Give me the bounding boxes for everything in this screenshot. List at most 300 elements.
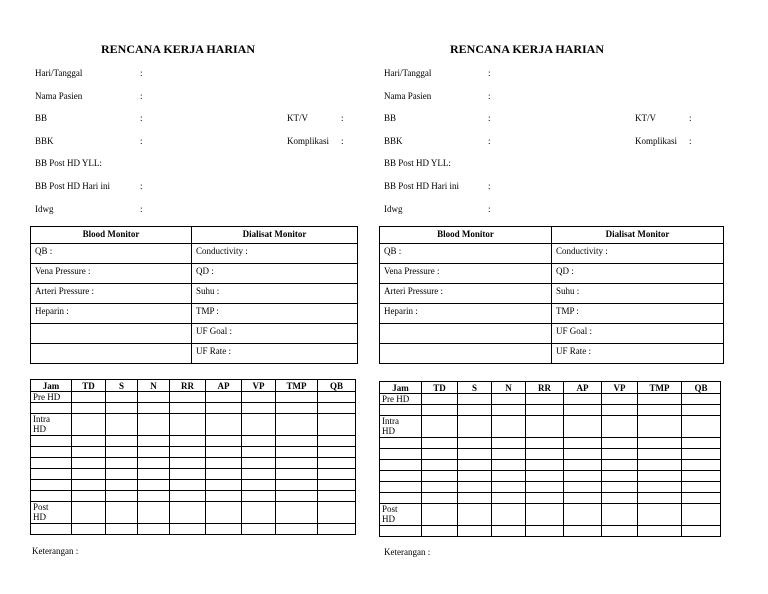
monitor-cell-empty <box>380 324 552 344</box>
table-cell <box>242 392 276 403</box>
table-cell <box>72 524 106 535</box>
table-cell <box>458 493 492 504</box>
table-cell <box>170 458 206 469</box>
label-idwg: Idwg <box>384 204 403 214</box>
table-row <box>31 524 356 535</box>
table-cell <box>422 449 458 460</box>
table-cell <box>72 392 106 403</box>
colon: : <box>341 136 344 146</box>
monitor-cell-empty <box>31 344 192 364</box>
table-row <box>380 416 721 438</box>
table-cell <box>138 502 170 524</box>
keterangan-label: Keterangan : <box>384 547 431 557</box>
table-cell <box>31 392 72 403</box>
colon: : <box>140 204 143 214</box>
table-cell <box>458 449 492 460</box>
table-cell <box>526 416 564 438</box>
table-cell <box>526 405 564 416</box>
colon: : <box>341 113 344 123</box>
table-cell <box>242 447 276 458</box>
table-cell <box>526 493 564 504</box>
table-cell <box>602 416 638 438</box>
table-cell <box>422 394 458 405</box>
table-row <box>31 414 356 436</box>
table-cell <box>138 458 170 469</box>
table-cell <box>170 524 206 535</box>
row-label: Pre HD <box>382 394 410 404</box>
table-cell <box>31 502 72 524</box>
column-header-jam: Jam <box>31 380 72 392</box>
table-cell <box>276 392 318 403</box>
row-label: Post <box>382 504 398 514</box>
table-row <box>380 482 721 493</box>
table-cell <box>170 392 206 403</box>
label-idwg: Idwg <box>35 204 54 214</box>
table-cell <box>206 414 242 436</box>
table-cell <box>380 460 422 471</box>
table-cell <box>526 438 564 449</box>
monitor-cell-vena-pressure: Vena Pressure : <box>380 264 552 284</box>
table-cell <box>276 414 318 436</box>
table-cell <box>72 436 106 447</box>
colon: : <box>488 136 491 146</box>
table-cell <box>106 392 138 403</box>
column-header-rr: RR <box>170 380 206 392</box>
table-cell <box>492 449 526 460</box>
table-cell <box>72 447 106 458</box>
monitor-cell-uf-goal: UF Goal : <box>552 324 724 344</box>
table-cell <box>638 438 682 449</box>
table-cell <box>206 447 242 458</box>
table-cell <box>458 438 492 449</box>
row-label: Intra <box>382 416 399 426</box>
table-cell <box>422 471 458 482</box>
table-cell <box>380 416 422 438</box>
table-cell <box>276 502 318 524</box>
table-cell <box>682 449 721 460</box>
table-cell <box>602 438 638 449</box>
table-cell <box>276 469 318 480</box>
table-cell <box>458 416 492 438</box>
table-row <box>31 502 356 524</box>
table-cell <box>638 482 682 493</box>
row-label: Post <box>33 502 49 512</box>
table-cell <box>242 414 276 436</box>
table-cell <box>206 480 242 491</box>
column-header-n: N <box>492 382 526 394</box>
table-cell <box>106 403 138 414</box>
table-cell <box>564 438 602 449</box>
table-cell <box>492 493 526 504</box>
table-cell <box>72 403 106 414</box>
table-cell <box>138 436 170 447</box>
colon: : <box>488 113 491 123</box>
table-cell <box>492 438 526 449</box>
table-cell <box>458 471 492 482</box>
table-cell <box>31 491 72 502</box>
table-cell <box>242 436 276 447</box>
label-bb: BB <box>35 113 48 123</box>
table-row <box>31 469 356 480</box>
row-label: HD <box>33 424 46 434</box>
column-header-tmp: TMP <box>638 382 682 394</box>
table-cell <box>380 493 422 504</box>
table-cell <box>602 526 638 537</box>
table-cell <box>138 480 170 491</box>
table-cell <box>458 504 492 526</box>
table-cell <box>422 460 458 471</box>
table-cell <box>526 460 564 471</box>
table-cell <box>138 447 170 458</box>
table-cell <box>318 491 356 502</box>
monitor-cell-suhu: Suhu : <box>552 284 724 304</box>
colon: : <box>488 68 491 78</box>
table-cell <box>422 504 458 526</box>
label-bb-post-hd-yll: BB Post HD YLL: <box>35 158 102 168</box>
label-nama-pasien: Nama Pasien <box>35 91 83 101</box>
table-cell <box>318 436 356 447</box>
label-hari-tanggal: Hari/Tanggal <box>384 68 432 78</box>
label-bb-post-hd-yll: BB Post HD YLL: <box>384 158 451 168</box>
table-cell <box>206 436 242 447</box>
table-cell <box>276 524 318 535</box>
table-cell <box>380 526 422 537</box>
monitor-cell-arteri-pressure: Arteri Pressure : <box>380 284 552 304</box>
blood-monitor-header: Blood Monitor <box>380 227 552 244</box>
colon: : <box>689 136 692 146</box>
table-cell <box>492 416 526 438</box>
table-cell <box>138 524 170 535</box>
table-cell <box>492 405 526 416</box>
table-cell <box>138 392 170 403</box>
table-cell <box>318 502 356 524</box>
monitor-cell-conductivity: Conductivity : <box>552 244 724 264</box>
table-cell <box>458 460 492 471</box>
table-cell <box>564 526 602 537</box>
table-cell <box>206 458 242 469</box>
table-cell <box>138 414 170 436</box>
colon: : <box>689 113 692 123</box>
table-cell <box>638 416 682 438</box>
table-cell <box>682 405 721 416</box>
table-cell <box>31 480 72 491</box>
table-row <box>31 447 356 458</box>
table-cell <box>72 502 106 524</box>
table-cell <box>526 471 564 482</box>
column-header-ap: AP <box>564 382 602 394</box>
table-cell <box>72 414 106 436</box>
monitor-cell-tmp: TMP : <box>192 304 358 324</box>
table-cell <box>564 416 602 438</box>
table-cell <box>682 416 721 438</box>
table-cell <box>564 482 602 493</box>
monitor-cell-empty <box>380 344 552 364</box>
table-cell <box>318 480 356 491</box>
form-title: RENCANA KERJA HARIAN <box>450 42 605 56</box>
column-header-n: N <box>138 380 170 392</box>
table-cell <box>380 504 422 526</box>
table-cell <box>380 471 422 482</box>
table-cell <box>170 447 206 458</box>
monitor-cell-qd: QD : <box>552 264 724 284</box>
table-cell <box>380 449 422 460</box>
table-cell <box>422 405 458 416</box>
table-cell <box>106 491 138 502</box>
colon: : <box>140 181 143 191</box>
table-cell <box>242 403 276 414</box>
table-row <box>31 436 356 447</box>
table-cell <box>276 491 318 502</box>
table-cell <box>206 392 242 403</box>
table-cell <box>682 493 721 504</box>
dialisat-monitor-header: Dialisat Monitor <box>192 227 358 244</box>
table-cell <box>318 458 356 469</box>
colon: : <box>488 181 491 191</box>
table-cell <box>31 469 72 480</box>
table-cell <box>170 491 206 502</box>
label-bb-post-hd-hari-ini: BB Post HD Hari ini <box>35 181 111 191</box>
table-cell <box>106 502 138 524</box>
table-cell <box>602 471 638 482</box>
table-cell <box>72 480 106 491</box>
label-ktv: KT/V <box>635 113 656 123</box>
observation-table <box>379 381 721 537</box>
table-cell <box>682 526 721 537</box>
column-header-vp: VP <box>242 380 276 392</box>
table-cell <box>318 524 356 535</box>
table-cell <box>638 504 682 526</box>
table-row <box>31 458 356 469</box>
table-cell <box>380 394 422 405</box>
row-label: HD <box>382 426 395 436</box>
monitor-cell-uf-rate: UF Rate : <box>192 344 358 364</box>
row-label: Pre HD <box>33 392 61 402</box>
table-cell <box>318 392 356 403</box>
row-label: HD <box>33 512 46 522</box>
table-cell <box>422 438 458 449</box>
table-cell <box>206 469 242 480</box>
table-cell <box>564 460 602 471</box>
table-cell <box>276 480 318 491</box>
table-cell <box>638 493 682 504</box>
monitor-cell-vena-pressure: Vena Pressure : <box>31 264 192 284</box>
label-hari-tanggal: Hari/Tanggal <box>35 68 83 78</box>
table-cell <box>242 458 276 469</box>
table-cell <box>380 482 422 493</box>
label-ktv: KT/V <box>287 113 308 123</box>
monitor-cell-arteri-pressure: Arteri Pressure : <box>31 284 192 304</box>
table-cell <box>206 524 242 535</box>
table-cell <box>492 460 526 471</box>
table-cell <box>106 458 138 469</box>
table-row <box>380 449 721 460</box>
table-cell <box>276 436 318 447</box>
table-cell <box>106 436 138 447</box>
table-cell <box>31 436 72 447</box>
monitor-cell-conductivity: Conductivity : <box>192 244 358 264</box>
table-cell <box>170 480 206 491</box>
table-row <box>380 405 721 416</box>
table-cell <box>602 482 638 493</box>
monitor-cell-heparin: Heparin : <box>380 304 552 324</box>
table-cell <box>106 469 138 480</box>
table-cell <box>526 482 564 493</box>
table-cell <box>526 449 564 460</box>
table-cell <box>458 482 492 493</box>
table-cell <box>206 403 242 414</box>
table-cell <box>242 524 276 535</box>
table-cell <box>72 458 106 469</box>
daily-plan-form-right <box>384 0 768 594</box>
monitor-table <box>379 226 724 364</box>
table-cell <box>170 436 206 447</box>
label-bbk: BBK <box>384 136 403 146</box>
table-cell <box>380 405 422 416</box>
table-cell <box>526 394 564 405</box>
table-cell <box>242 469 276 480</box>
table-cell <box>422 482 458 493</box>
monitor-cell-qd: QD : <box>192 264 358 284</box>
column-header-ap: AP <box>206 380 242 392</box>
table-cell <box>106 524 138 535</box>
table-cell <box>380 438 422 449</box>
table-cell <box>682 471 721 482</box>
table-cell <box>31 414 72 436</box>
table-cell <box>602 504 638 526</box>
table-cell <box>170 502 206 524</box>
blood-monitor-header: Blood Monitor <box>31 227 192 244</box>
monitor-cell-uf-rate: UF Rate : <box>552 344 724 364</box>
row-label: Intra <box>33 414 50 424</box>
table-row <box>380 493 721 504</box>
column-header-td: TD <box>422 382 458 394</box>
column-header-s: S <box>106 380 138 392</box>
table-cell <box>72 491 106 502</box>
label-komplikasi: Komplikasi <box>635 136 677 146</box>
column-header-s: S <box>458 382 492 394</box>
table-cell <box>206 491 242 502</box>
table-cell <box>170 414 206 436</box>
table-row <box>380 438 721 449</box>
table-row <box>380 471 721 482</box>
column-header-td: TD <box>72 380 106 392</box>
monitor-cell-empty <box>31 324 192 344</box>
table-cell <box>492 526 526 537</box>
colon: : <box>140 91 143 101</box>
table-row <box>380 504 721 526</box>
table-row <box>31 480 356 491</box>
table-cell <box>602 405 638 416</box>
table-cell <box>106 480 138 491</box>
table-cell <box>276 458 318 469</box>
table-cell <box>242 491 276 502</box>
colon: : <box>488 91 491 101</box>
table-cell <box>276 403 318 414</box>
observation-table <box>30 379 356 535</box>
table-cell <box>106 414 138 436</box>
table-cell <box>602 449 638 460</box>
table-cell <box>638 405 682 416</box>
table-cell <box>492 471 526 482</box>
table-cell <box>526 526 564 537</box>
table-cell <box>682 394 721 405</box>
table-cell <box>492 482 526 493</box>
table-cell <box>138 491 170 502</box>
monitor-cell-qb: QB : <box>380 244 552 264</box>
table-cell <box>242 480 276 491</box>
table-cell <box>170 403 206 414</box>
table-cell <box>106 447 138 458</box>
table-cell <box>564 394 602 405</box>
table-cell <box>31 403 72 414</box>
table-cell <box>564 405 602 416</box>
table-cell <box>638 394 682 405</box>
label-nama-pasien: Nama Pasien <box>384 91 432 101</box>
column-header-rr: RR <box>526 382 564 394</box>
table-cell <box>31 458 72 469</box>
table-cell <box>682 438 721 449</box>
table-cell <box>682 504 721 526</box>
colon: : <box>140 136 143 146</box>
table-cell <box>206 502 242 524</box>
table-row <box>31 491 356 502</box>
label-komplikasi: Komplikasi <box>287 136 329 146</box>
table-row <box>380 526 721 537</box>
table-cell <box>492 394 526 405</box>
table-cell <box>682 460 721 471</box>
table-cell <box>422 416 458 438</box>
table-cell <box>564 471 602 482</box>
table-row <box>380 394 721 405</box>
colon: : <box>140 68 143 78</box>
table-cell <box>318 403 356 414</box>
column-header-qb: QB <box>318 380 356 392</box>
dialisat-monitor-header: Dialisat Monitor <box>552 227 724 244</box>
table-cell <box>526 504 564 526</box>
column-header-tmp: TMP <box>276 380 318 392</box>
column-header-jam: Jam <box>380 382 422 394</box>
table-cell <box>138 403 170 414</box>
table-cell <box>170 469 206 480</box>
label-bb: BB <box>384 113 397 123</box>
table-cell <box>318 469 356 480</box>
table-cell <box>318 414 356 436</box>
colon: : <box>488 204 491 214</box>
row-label: HD <box>382 514 395 524</box>
table-row <box>31 403 356 414</box>
table-cell <box>564 449 602 460</box>
table-cell <box>422 526 458 537</box>
table-cell <box>31 524 72 535</box>
table-cell <box>242 502 276 524</box>
table-cell <box>682 482 721 493</box>
keterangan-label: Keterangan : <box>32 546 79 556</box>
table-cell <box>564 504 602 526</box>
monitor-cell-uf-goal: UF Goal : <box>192 324 358 344</box>
table-cell <box>72 469 106 480</box>
monitor-cell-heparin: Heparin : <box>31 304 192 324</box>
table-cell <box>31 447 72 458</box>
table-cell <box>602 493 638 504</box>
monitor-table <box>30 226 358 364</box>
table-row <box>380 460 721 471</box>
table-cell <box>602 394 638 405</box>
table-cell <box>276 447 318 458</box>
label-bbk: BBK <box>35 136 54 146</box>
table-cell <box>458 405 492 416</box>
table-row <box>31 392 356 403</box>
table-cell <box>564 493 602 504</box>
